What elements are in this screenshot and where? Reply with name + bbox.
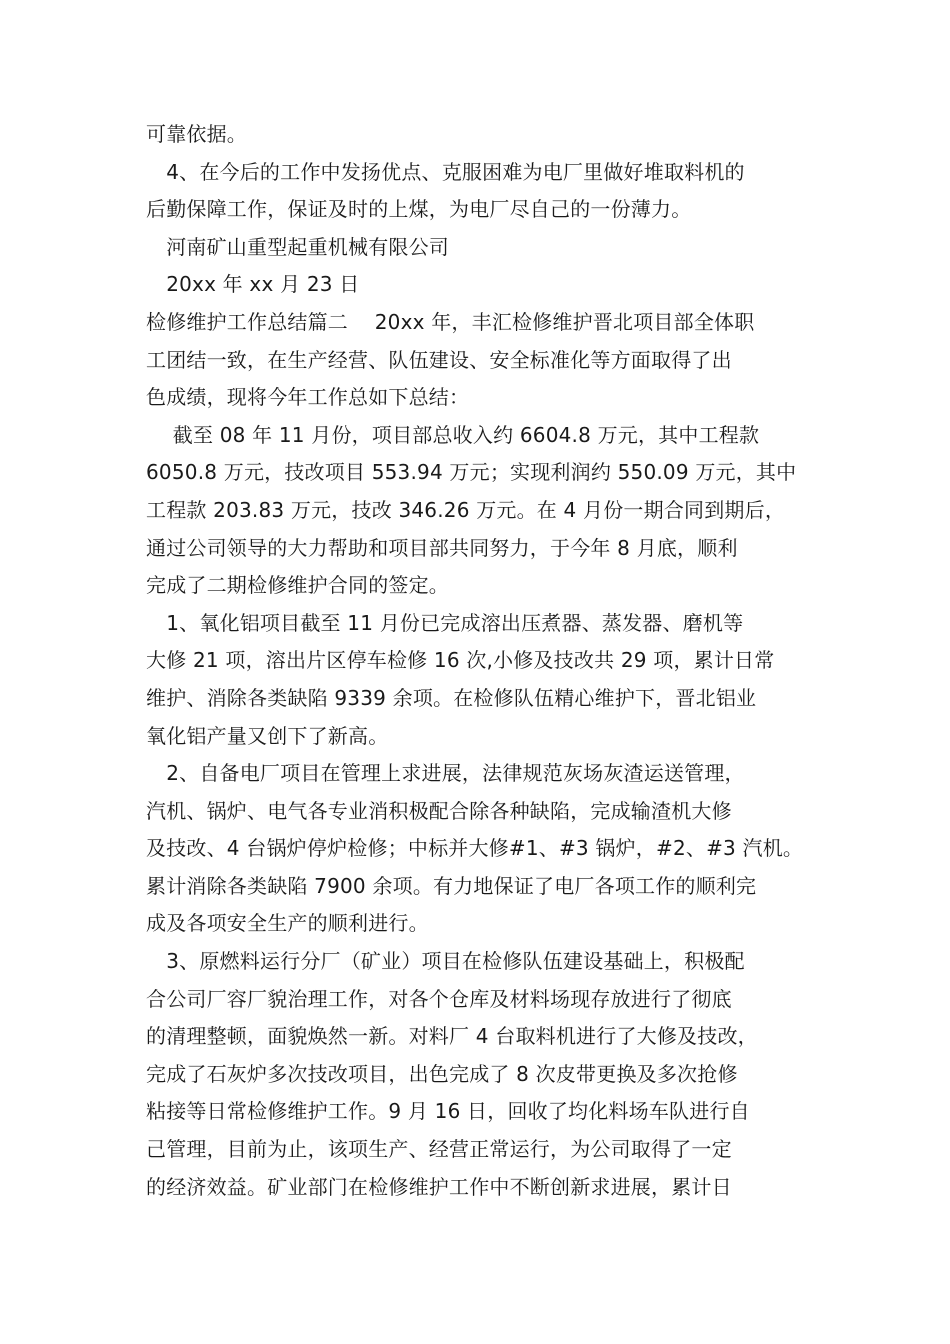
text-line: 工团结一致，在生产经营、队伍建设、安全标准化等方面取得了出: [146, 347, 732, 372]
text-line: 工程款 203.83 万元，技改 346.26 万元。在 4 月份一期合同到期后，: [146, 497, 786, 522]
text-line: 成及各项安全生产的顺利进行。: [146, 911, 429, 936]
text-line: 氧化铝产量又创下了新高。: [146, 723, 389, 748]
section-heading-line: 检修维护工作总结篇二 20xx 年，丰汇检修维护晋北项目部全体职: [146, 309, 755, 334]
text-line: 4、在今后的工作中发扬优点、克服困难为电厂里做好堆取料机的: [146, 159, 745, 184]
text-line: 通过公司领导的大力帮助和项目部共同努力，于今年 8 月底，顺利: [146, 535, 738, 560]
text-line: 2、自备电厂项目在管理上求进展，法律规范灰场灰渣运送管理，: [146, 761, 745, 786]
document-date: 20xx 年 xx 月 23 日: [146, 272, 360, 297]
text-line: 色成绩，现将今年工作总如下总结：: [146, 385, 470, 410]
text-line: 的经济效益。矿业部门在检修维护工作中不断创新求进展，累计日: [146, 1174, 732, 1199]
text-line: 完成了二期检修维护合同的签定。: [146, 573, 449, 598]
text-line: 粘接等日常检修维护工作。9 月 16 日，回收了均化料场车队进行自: [146, 1099, 750, 1124]
text-line: 可靠依据。: [146, 122, 247, 146]
text-line: 完成了石灰炉多次技改项目，出色完成了 8 次皮带更换及多次抢修: [146, 1061, 738, 1086]
text-line: 6050.8 万元，技改项目 553.94 万元；实现利润约 550.09 万元，其中: [146, 460, 797, 485]
text-line: 汽机、锅炉、电气各专业消积极配合除各种缺陷，完成输渣机大修: [146, 798, 732, 823]
text-line: 后勤保障工作，保证及时的上煤，为电厂尽自己的一份薄力。: [146, 197, 692, 222]
text-line: 大修 21 项，溶出片区停车检修 16 次,小修及技改共 29 项，累计日常: [146, 648, 775, 673]
text-line: 截至 08 年 11 月份，项目部总收入约 6604.8 万元，其中工程款: [146, 422, 760, 447]
text-line: 维护、消除各类缺陷 9339 余项。在检修队伍精心维护下，晋北铝业: [146, 685, 757, 710]
text-line: 己管理，目前为止，该项生产、经营正常运行，为公司取得了一定: [146, 1137, 732, 1162]
text-line: 的清理整顿，面貌焕然一新。对料厂 4 台取料机进行了大修及技改，: [146, 1024, 758, 1049]
company-name: 河南矿山重型起重机械有限公司: [146, 234, 449, 259]
text-line: 累计消除各类缺陷 7900 余项。有力地保证了电厂各项工作的顺利完: [146, 873, 757, 898]
document-body: [146, 116, 816, 1206]
text-line: 1、氧化铝项目截至 11 月份已完成溶出压煮器、蒸发器、磨机等: [146, 610, 744, 635]
text-line: 及技改、4 台锅炉停炉检修；中标并大修#1、#3 锅炉，#2、#3 汽机。: [146, 836, 804, 861]
text-line: 合公司厂容厂貌治理工作，对各个仓库及材料场现存放进行了彻底: [146, 986, 732, 1011]
text-line: 3、原燃料运行分厂（矿业）项目在检修队伍建设基础上，积极配: [146, 949, 745, 974]
